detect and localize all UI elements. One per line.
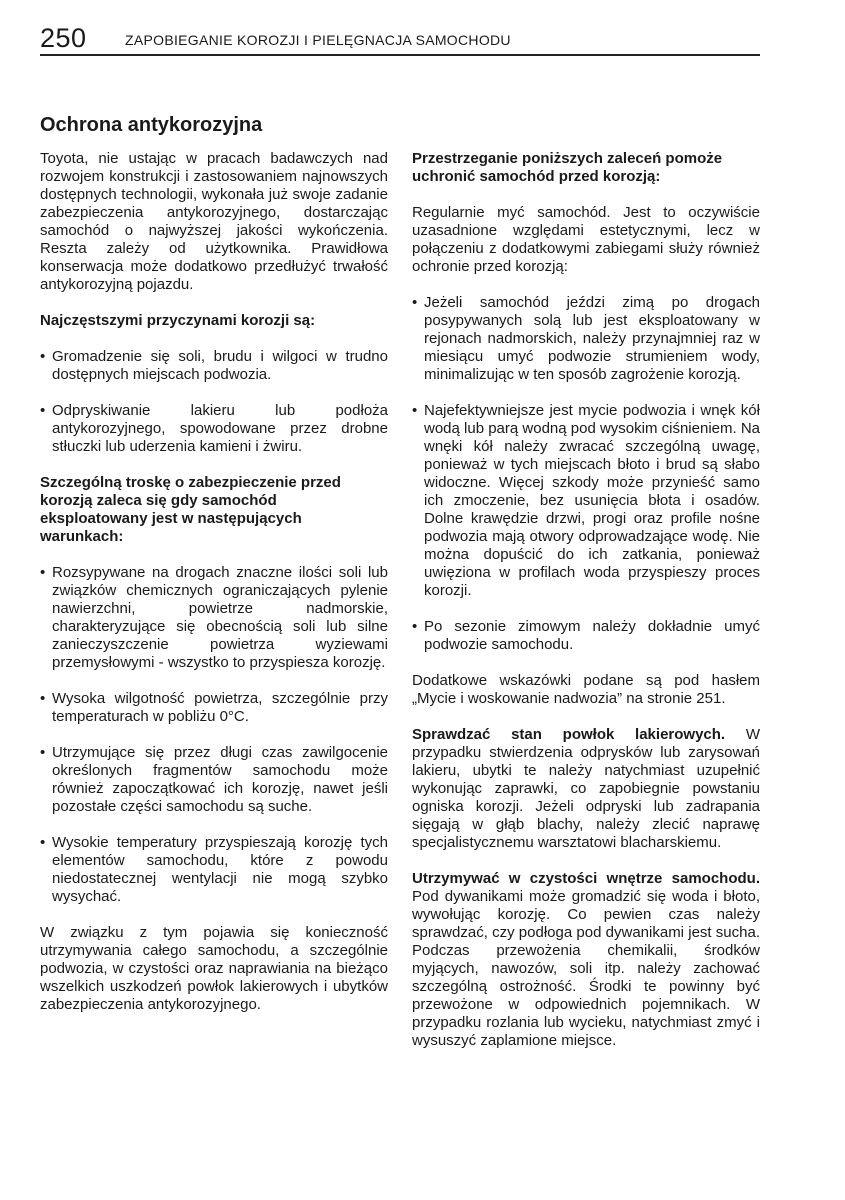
list-item-text: Wysokie temperatury przyspieszają korozję tych elementów samochodu, które z powodu niedostatecznej wentylacji nie mogą szybko wysychać. xyxy=(52,834,388,905)
list-item xyxy=(40,348,388,384)
intro-paragraph: Toyota, nie ustając w pracach badawczych nad rozwojem konstrukcji i zastosowaniem najnowszych dostępnych technologii, wykonała już swoje zadanie zabezpieczenia antykorozyjnego, dostarczając samochód o najwyższej jakości wykończenia. Reszta zależy od użytkownika. Prawidłowa konserwacja może dodatkowo przedłużyć trwałość antykorozyjną pojazdu. xyxy=(40,150,388,293)
list-item xyxy=(412,294,760,384)
list-item xyxy=(40,834,388,906)
bullet-icon: • xyxy=(40,690,46,707)
washing-paragraph: Regularnie myć samochód. Jest to oczywiście uzasadnione względami estetycznymi, lecz w połączeniu z dodatkowymi zabiegami służy również ochronie przed korozją: xyxy=(412,204,760,275)
bullet-icon: • xyxy=(40,348,46,365)
paint-paragraph xyxy=(412,726,760,852)
running-title: ZAPOBIEGANIE KOROZJI I PIELĘGNACJA SAMOCHODU xyxy=(125,32,511,48)
list-item-text: Rozsypywane na drogach znaczne ilości soli lub związków chemicznych ograniczających pylenie nawierzchni, powietrze nadmorskie, charakteryzujące się obecnością soli lub silne zanieczyszczenie powietrza wyziewami przemysłowymi - wszystko to przyspiesza korozję. xyxy=(52,564,388,671)
paint-text: W przypadku stwierdzenia odprysków lub zarysowań lakieru, ubytki te należy natychmiast uzupełnić wykonując zaprawki, co zapobiegnie powstaniu ogniska korozji. Jeżeli odpryski lub zadrapania sięgają w głąb blachy, należy zlecić naprawę specjalistycznemu warsztatowi blacharskiemu. xyxy=(412,726,760,851)
closing-paragraph: W związku z tym pojawia się konieczność utrzymywania całego samochodu, a szczególnie podwozia, w czystości oraz naprawiania na bieżąco wszelkich uszkodzeń powłok lakierowych i ubytków zabezpieczenia antykorozyjnego. xyxy=(40,924,388,1013)
list-item xyxy=(40,564,388,672)
list-item-text: Jeżeli samochód jeździ zimą po drogach posypywanych solą lub jest eksploatowany w rejonach nadmorskich, należy przynajmniej raz w miesiącu umyć podwozie strumieniem wody, minimalizując w ten sposób zagrożenie korozją. xyxy=(424,294,760,383)
see-also-paragraph: Dodatkowe wskazówki podane są pod hasłem „Mycie i woskowanie nadwozia” na stronie 251. xyxy=(412,672,760,707)
paint-heading: Sprawdzać stan powłok lakierowych. xyxy=(412,726,726,743)
bullet-icon: • xyxy=(412,402,418,419)
list-item-text: Najefektywniejsze jest mycie podwozia i wnęk kół wodą lub parą wodną pod wysokim ciśnieniem. Na wnęki kół należy zwracać szczególną uwagę, ponieważ w tych miejscach błoto i brud są słabo widoczne. Więcej szkody może przynieść samo ich zmoczenie, bez usunięcia błota i osadów. Dolne krawędzie drzwi, progi oraz profile nośne podwozia mają otwory odprowadzające wodę. Nie można dopuścić do ich zatkania, ponieważ uwięziona w profilach woda przyspieszy proces korozji. xyxy=(424,402,761,599)
interior-paragraph xyxy=(412,870,760,1050)
list-item xyxy=(40,402,388,456)
left-column xyxy=(40,150,388,1032)
list-item xyxy=(40,744,388,816)
bullet-icon: • xyxy=(40,834,46,851)
causes-heading: Najczęstszymi przyczynami korozji są: xyxy=(40,312,316,329)
list-item xyxy=(412,618,760,654)
bullet-icon: • xyxy=(40,744,46,761)
list-item-text: Po sezonie zimowym należy dokładnie umyć podwozie samochodu. xyxy=(424,618,760,653)
list-item-text: Utrzymujące się przez długi czas zawilgocenie określonych fragmentów samochodu może również zapoczątkować ich korozję, nawet jeśli pozostałe części samochodu są suche. xyxy=(52,744,388,815)
list-item-text: Gromadzenie się soli, brudu i wilgoci w trudno dostępnych miejscach podwozia. xyxy=(52,348,388,383)
bullet-icon: • xyxy=(40,564,46,581)
bullet-icon: • xyxy=(412,618,418,635)
bullet-icon: • xyxy=(40,402,46,419)
conditions-heading: Szczególną troskę o zabezpieczenie przed korozją zaleca się gdy samochód eksploatowany jest w następujących warunkach: xyxy=(40,474,341,545)
right-column xyxy=(412,150,760,1068)
interior-text: Pod dywanikami może gromadzić się woda i błoto, wywołując korozję. Co pewien czas należy sprawdzać, czy podłoga pod dywanikami jest sucha. Podczas przewożenia chemikalii, środków myjących, nawozów, soli itp. należy zachować szczególną ostrożność. Środki te powinny być przewożone w odpowiednich pojemnikach. W przypadku rozlania lub wycieku, natychmiast zmyć i wysuszyć zaplamione miejsce. xyxy=(412,888,760,1049)
page-header xyxy=(40,22,760,56)
recommendations-heading: Przestrzeganie poniższych zaleceń pomoże uchronić samochód przed korozją: xyxy=(412,150,723,185)
list-item-text: Odpryskiwanie lakieru lub podłoża antykorozyjnego, spowodowane przez drobne stłuczki lub uderzenia kamieni i żwiru. xyxy=(52,402,388,455)
bullet-icon: • xyxy=(412,294,418,311)
list-item xyxy=(412,402,760,600)
interior-heading: Utrzymywać w czystości wnętrze samochodu. xyxy=(412,870,760,887)
section-title: Ochrona antykorozyjna xyxy=(40,114,263,136)
page-number: 250 xyxy=(40,23,87,53)
list-item xyxy=(40,690,388,726)
list-item-text: Wysoka wilgotność powietrza, szczególnie przy temperaturach w pobliżu 0°C. xyxy=(52,690,388,725)
